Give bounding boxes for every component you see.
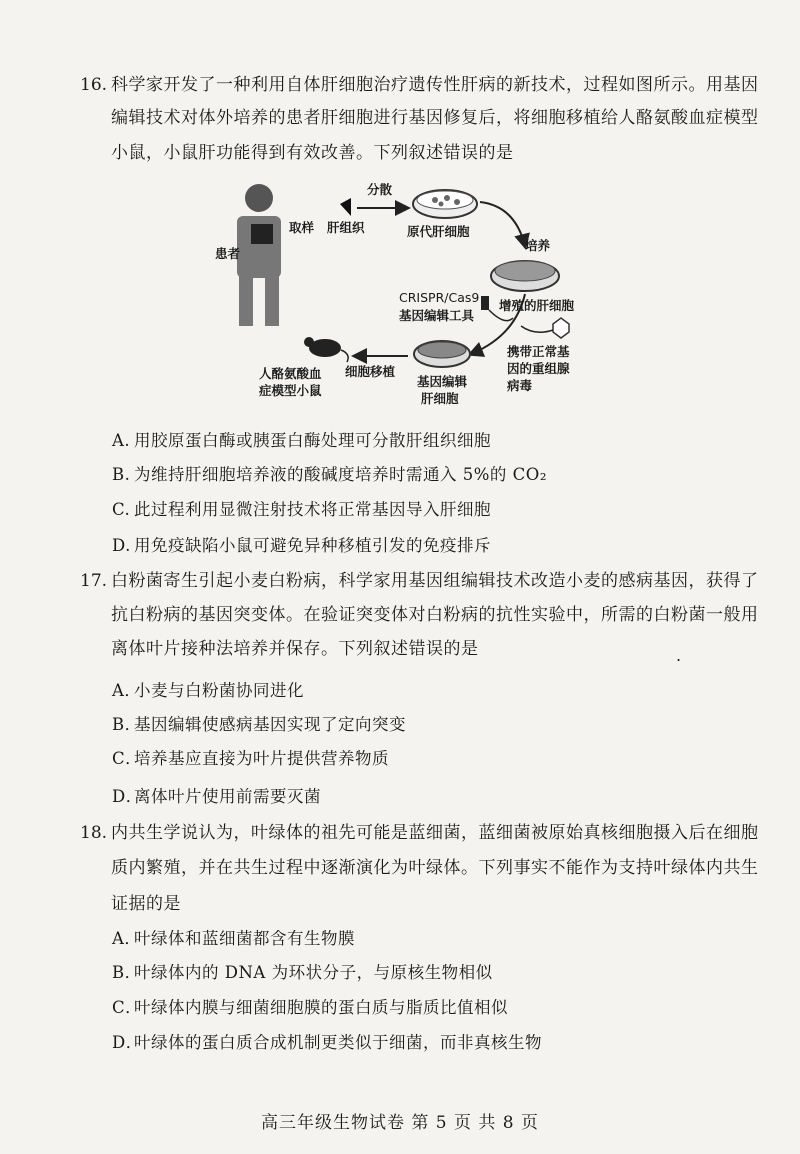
label-liver-tissue: 肝组织: [327, 220, 365, 235]
option-letter: D．: [112, 787, 143, 806]
q17-stem-line-3: 离体叶片接种法培养并保存。下列叙述错误的是: [111, 639, 479, 659]
option-letter: A.: [112, 431, 131, 450]
label-disperse: 分散: [367, 182, 393, 197]
label-mouse-line-2: 症模型小鼠: [259, 383, 322, 398]
q16-stem-line-1: 科学家开发了一种利用自体肝细胞治疗遗传性肝病的新技术，过程如图所示。用基因: [111, 75, 759, 95]
option-text: 用免疫缺陷小鼠可避免异种移植引发的免疫排斥: [134, 536, 491, 555]
label-patient: 患者: [215, 246, 241, 261]
virus-input-line: [521, 326, 553, 332]
q17-option-d: [112, 786, 321, 808]
q16-option-a: [112, 430, 491, 452]
edited-cells-dish-icon: [414, 341, 470, 367]
patient-figure: [237, 184, 281, 326]
q18-option-d: [112, 1032, 542, 1054]
q17-option-b: [112, 714, 406, 736]
option-letter: D．: [112, 1033, 143, 1052]
option-letter: B．: [112, 963, 142, 982]
primary-cells-dish-icon: [413, 190, 477, 218]
label-mouse-line-1: 人酪氨酸血: [259, 366, 322, 381]
option-text: 叶绿体内膜与细菌细胞膜的蛋白质与脂质比值相似: [134, 998, 508, 1017]
option-letter: B．: [112, 715, 142, 734]
q17-number: 17.: [80, 571, 108, 591]
q17-stem-line-2: 抗白粉病的基因突变体。在验证突变体对白粉病的抗性实验中，所需的白粉菌一般用: [111, 605, 759, 625]
option-letter: C．: [112, 749, 143, 768]
arrow-culture: [480, 202, 525, 246]
option-letter: C．: [112, 998, 143, 1017]
q18-number: 18.: [80, 823, 108, 843]
q16-number: 16.: [80, 75, 108, 95]
q17-option-c: [112, 748, 389, 770]
q16-stem-line-2: 编辑技术对体外培养的患者肝细胞进行基因修复后，将细胞移植给人酪氨酸血症模型: [111, 108, 759, 128]
option-letter: A．: [112, 681, 142, 700]
label-edited-line-2: 肝细胞: [421, 391, 459, 406]
option-text: 基因编辑使感病基因实现了定向突变: [134, 715, 406, 734]
option-letter: A．: [112, 929, 142, 948]
option-text: 用胶原蛋白酶或胰蛋白酶处理可分散肝组织细胞: [134, 431, 491, 450]
label-proliferating-cells: 增殖的肝细胞: [499, 298, 575, 313]
q18-option-a: [112, 928, 355, 950]
mouse-icon: [304, 337, 348, 362]
label-sampling: 取样: [289, 220, 315, 235]
q18-stem-line-3: 证据的是: [111, 894, 181, 914]
option-text: 叶绿体的蛋白质合成机制更类似于细菌，而非真核生物: [134, 1033, 542, 1052]
q16-process-diagram: [195, 176, 635, 416]
liver-tissue-icon: [340, 198, 351, 216]
label-crispr-line-2: 基因编辑工具: [399, 308, 475, 323]
stray-mark: .: [676, 646, 682, 665]
q16-option-c: [112, 499, 491, 521]
option-text: 叶绿体和蓝细菌都含有生物膜: [134, 929, 355, 948]
proliferating-cells-dish-icon: [491, 261, 559, 291]
option-letter: C.: [112, 500, 131, 519]
option-text: 叶绿体内的 DNA 为环状分子，与原核生物相似: [134, 963, 493, 982]
q16-option-d: [112, 535, 491, 557]
label-virus-line-2: 因的重组腺: [507, 361, 570, 376]
q17-stem-line-1: 白粉菌寄生引起小麦白粉病，科学家用基因组编辑技术改造小麦的感病基因，获得了: [111, 571, 759, 591]
q16-stem-line-3: 小鼠，小鼠肝功能得到有效改善。下列叙述错误的是: [111, 143, 514, 163]
label-virus-line-3: 病毒: [507, 378, 533, 393]
label-virus-line-1: 携带正常基: [507, 344, 570, 359]
option-text: 为维持肝细胞培养液的酸碱度培养时需通入 5%的 CO₂: [134, 465, 547, 484]
option-letter: B.: [112, 465, 131, 484]
virus-icon: [553, 318, 569, 338]
q16-option-b: [112, 464, 547, 486]
option-text: 培养基应直接为叶片提供营养物质: [134, 749, 389, 768]
q18-stem-line-1: 内共生学说认为，叶绿体的祖先可能是蓝细菌，蓝细菌被原始真核细胞摄入后在细胞: [111, 823, 759, 843]
label-primary-cells: 原代肝细胞: [407, 224, 470, 239]
label-crispr-line-1: CRISPR/Cas9: [399, 290, 480, 305]
q18-stem-line-2: 质内繁殖，并在共生过程中逐渐演化为叶绿体。下列事实不能作为支持叶绿体内共生: [111, 858, 759, 878]
label-transplant: 细胞移植: [345, 364, 396, 379]
option-text: 离体叶片使用前需要灭菌: [134, 787, 321, 806]
option-text: 小麦与白粉菌协同进化: [134, 681, 304, 700]
q17-option-a: [112, 680, 304, 702]
option-letter: D.: [112, 536, 131, 555]
label-edited-line-1: 基因编辑: [417, 374, 468, 389]
crispr-tool-icon: [481, 296, 489, 310]
q18-option-b: [112, 962, 493, 984]
q18-option-c: [112, 997, 508, 1019]
page-footer: 高三年级生物试卷 第 5 页 共 8 页: [260, 1113, 540, 1133]
label-culture: 培养: [525, 238, 551, 253]
option-text: 此过程利用显微注射技术将正常基因导入肝细胞: [134, 500, 491, 519]
